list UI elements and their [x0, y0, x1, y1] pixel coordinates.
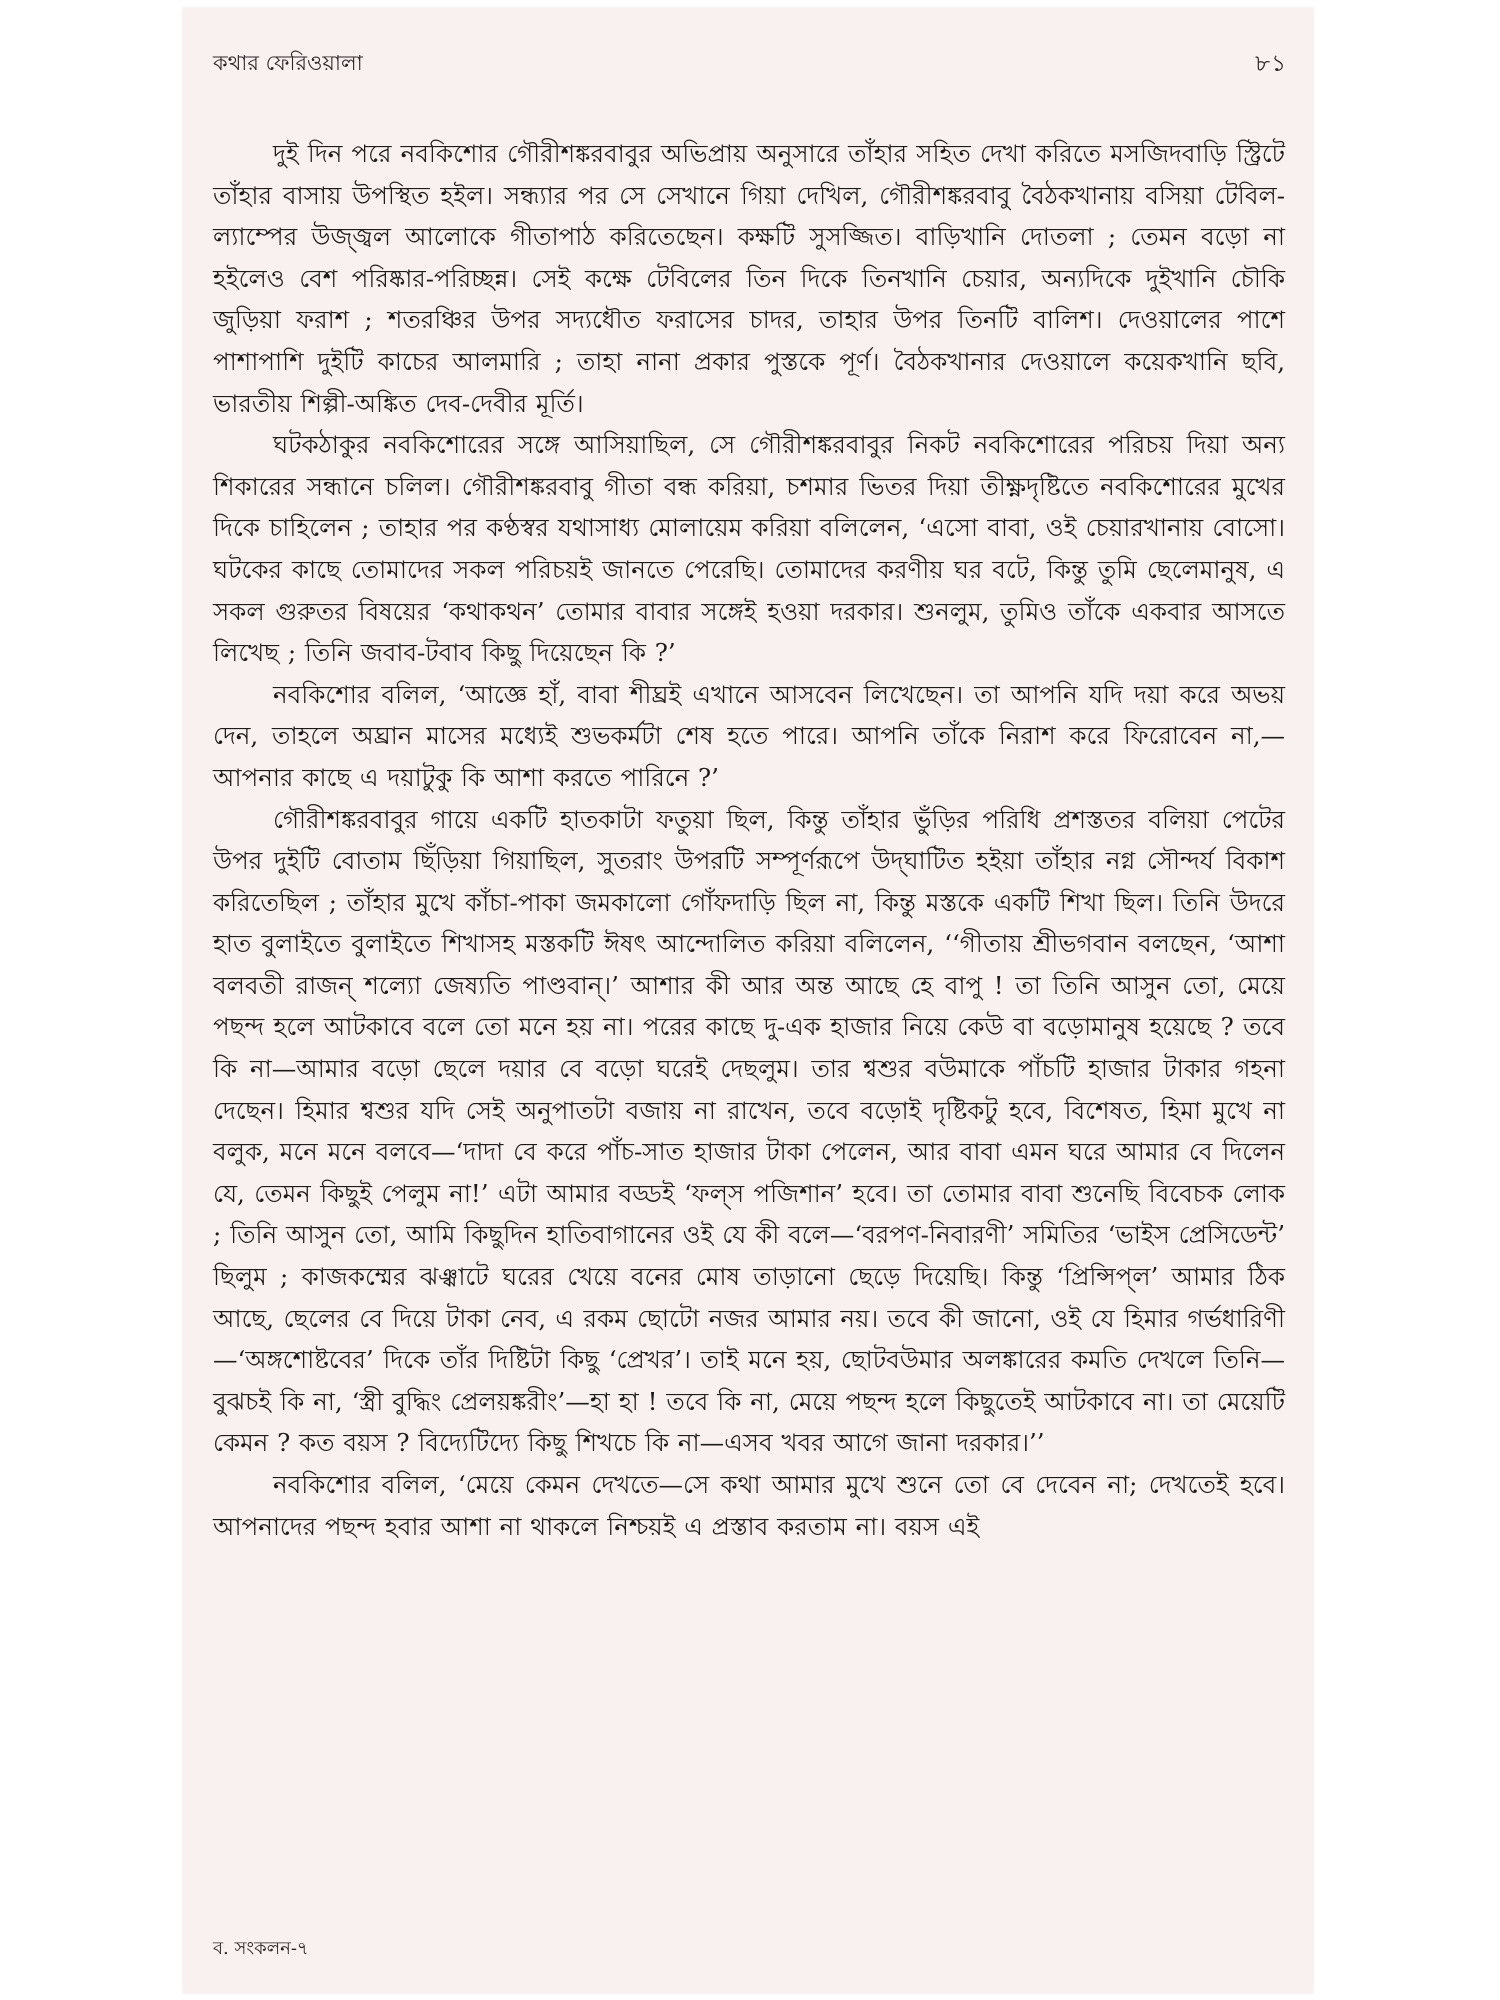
paragraph: গৌরীশঙ্করবাবুর গায়ে একটি হাতকাটা ফতুয়া ছিল, কিন্তু তাঁহার ভুঁড়ির পরিধি প্রশস্ততর বলিয়া পেটের উপর দুইটি বোতাম ছিঁড়িয়া গিয়াছিল, সুতরাং উপরটি সম্পূর্ণরূপে উদ্‌ঘাটিত হইয়া তাঁহার নগ্ন সৌন্দর্য বিকাশ করিতেছিল ; তাঁহার মুখে কাঁচা-পাকা জমকালো গোঁফদাড়ি ছিল না, কিন্তু মস্তকে একটি শিখা ছিল। তিনি উদরে হাত বুলাইতে বুলাইতে শিখাসহ মস্তকটি ঈষৎ আন্দোলিত করিয়া বলিলেন, ‘‘গীতায় শ্রীভগবান বলছেন, ‘আশা বলবতী রাজন্‌ শল্যো জেষ্যতি পাণ্ডবান্‌।’ আশার কী আর অন্ত আছে হে বাপু ! তা তিনি আসুন তো, মেয়ে পছন্দ হলে আটকাবে বলে তো মনে হয় না। পরের কাছে দু-এক হাজার নিয়ে কেউ বা বড়োমানুষ হয়েছে ? তবে কি না—আমার বড়ো ছেলে দয়ার বে বড়ো ঘরেই দেছলুম। তার শ্বশুর বউমাকে পাঁচটি হাজার টাকার গহনা দেছেন। হিমার শ্বশুর যদি সেই অনুপাতটা বজায় না রাখেন, তবে বড়োই দৃষ্টিকটু হবে, বিশেষত, হিমা মুখে না বলুক, মনে মনে বলবে—‘দাদা বে করে পাঁচ-সাত হাজার টাকা পেলেন, আর বাবা এমন ঘরে আমার বে দিলেন যে, তেমন কিছুই পেলুম না!’ এটা আমার বড্ডই ‘ফল্‌স পজিশান’ হবে। তা তোমার বাবা শুনেছি বিবেচক লোক ; তিনি আসুন তো, আমি কিছুদিন হাতিবাগানের ওই যে কী বলে—‘বরপণ-নিবারণী’ সমিতির ‘ভাইস প্রেসিডেন্ট’ ছিলুম ; কাজকম্মের ঝঞ্ঝাটে ঘরের খেয়ে বনের মোষ তাড়ানো ছেড়ে দিয়েছি। কিন্তু ‘প্রিন্সিপ্‌ল’ আমার ঠিক আছে, ছেলের বে দিয়ে টাকা নেব, এ রকম ছোটো নজর আমার নয়। তবে কী জানো, ওই যে হিমার গর্ভধারিণী—‘অঙ্গশোষ্টবের’ দিকে তাঁর দিষ্টিটা কিছু ‘প্রেখর’। তাই মনে হয়, ছোটবউমার অলঙ্কারের কমতি দেখলে তিনি—বুঝচই কি না, ‘স্ত্রী বুদ্ধিং প্রেলয়ঙ্করীং’—হা হা ! তবে কি না, মেয়ে পছন্দ হলে কিছুতেই আটকাবে না। তা মেয়েটি কেমন ? কত বয়স ? বিদ্যেটিদ্যে কিছু শিখচে কি না—এসব খবর আগে জানা দরকার।’’	[213, 804, 1285, 1458]
paragraph: দুই দিন পরে নবকিশোর গৌরীশঙ্করবাবুর অভিপ্রায় অনুসারে তাঁহার সহিত দেখা করিতে মসজিদবাড়ি স্ট্রিটে তাঁহার বাসায় উপস্থিত হইল। সন্ধ্যার পর সে সেখানে গিয়া দেখিল, গৌরীশঙ্করবাবু বৈঠকখানায় বসিয়া টেবিল-ল্যাম্পের উজ্জ্বল আলোকে গীতাপাঠ করিতেছেন। কক্ষটি সুসজ্জিত। বাড়িখানি দোতলা ; তেমন বড়ো না হইলেও বেশ পরিষ্কার-পরিচ্ছন্ন। সেই কক্ষে টেবিলের তিন দিকে তিনখানি চেয়ার, অন্যদিকে দুইখানি চৌকি জুড়িয়া ফরাশ ; শতরঞ্চির উপর সদ্যধৌত ফরাসের চাদর, তাহার উপর তিনটি বালিশ। দেওয়ালের পাশে পাশাপাশি দুইটি কাচের আলমারি ; তাহা নানা প্রকার পুস্তকে পূর্ণ। বৈঠকখানার দেওয়ালে কয়েকখানি ছবি, ভারতীয় শিল্পী-অঙ্কিত দেব-দেবীর মূর্তি।	[213, 139, 1285, 418]
page-number: ৮১	[1255, 50, 1287, 77]
body-text	[213, 133, 1285, 1547]
signature-mark: ব. সংকলন-৭	[213, 1938, 309, 1959]
paragraph: নবকিশোর বলিল, ‘আজ্ঞে হাঁ, বাবা শীঘ্রই এখানে আসবেন লিখেছেন। তা আপনি যদি দয়া করে অভয় দেন, তাহলে অঘ্রান মাসের মধ্যেই শুভকর্মটা শেষ হতে পারে। আপনি তাঁকে নিরাশ করে ফিরোবেন না,—আপনার কাছে এ দয়াটুকু কি আশা করতে পারিনে ?’	[213, 679, 1285, 792]
running-title: কথার ফেরিওয়ালা	[213, 50, 363, 75]
paragraph: নবকিশোর বলিল, ‘মেয়ে কেমন দেখতে—সে কথা আমার মুখে শুনে তো বে দেবেন না; দেখতেই হবে। আপনাদের পছন্দ হবার আশা না থাকলে নিশ্চয়ই এ প্রস্তাব করতাম না। বয়স এই	[213, 1470, 1285, 1541]
book-page	[183, 8, 1313, 1993]
running-header	[213, 46, 1287, 82]
paragraph: ঘটকঠাকুর নবকিশোরের সঙ্গে আসিয়াছিল, সে গৌরীশঙ্করবাবুর নিকট নবকিশোরের পরিচয় দিয়া অন্য শিকারের সন্ধানে চলিল। গৌরীশঙ্করবাবু গীতা বন্ধ করিয়া, চশমার ভিতর দিয়া তীক্ষ্ণদৃষ্টিতে নবকিশোরের মুখের দিকে চাহিলেন ; তাহার পর কণ্ঠস্বর যথাসাধ্য মোলায়েম করিয়া বলিলেন, ‘এসো বাবা, ওই চেয়ারখানায় বোসো। ঘটকের কাছে তোমাদের সকল পরিচয়ই জানতে পেরেছি। তোমাদের করণীয় ঘর বটে, কিন্তু তুমি ছেলেমানুষ, এ সকল গুরুতর বিষয়ের ‘কথাকথন’ তোমার বাবার সঙ্গেই হওয়া দরকার। শুনলুম, তুমিও তাঁকে একবার আসতে লিখেছ ; তিনি জবাব-টবাব কিছু দিয়েছেন কি ?’	[213, 430, 1285, 668]
